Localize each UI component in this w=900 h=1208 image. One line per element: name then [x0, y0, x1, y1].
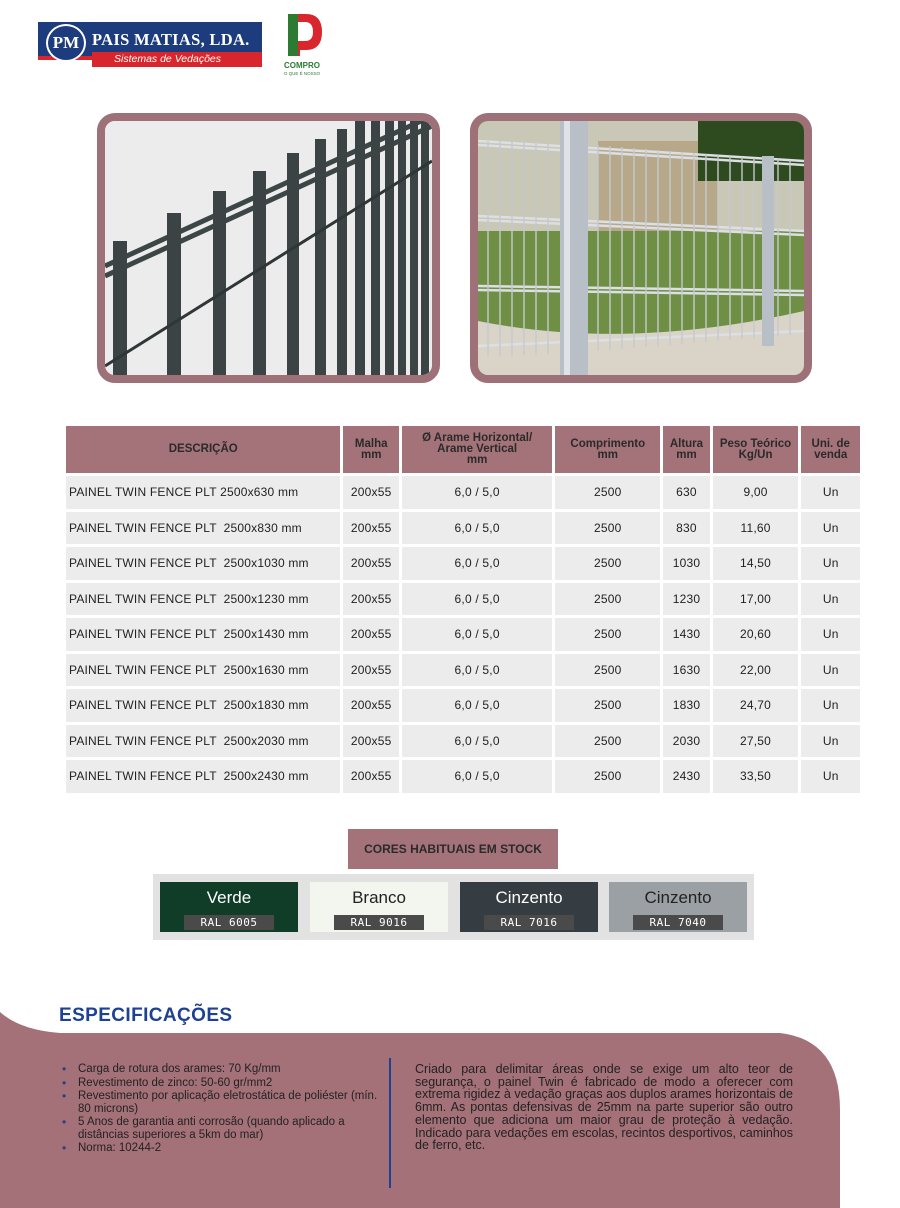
cell-description: PAINEL TWIN FENCE PLT 2500x630 mm	[66, 476, 340, 509]
installed-fence-photo	[470, 113, 812, 383]
list-item	[62, 1116, 380, 1141]
section-divider	[389, 1058, 391, 1188]
colour-swatch-grey	[609, 882, 747, 932]
cell-unit: Un	[801, 760, 860, 793]
cell-wire: 6,0 / 5,0	[402, 689, 552, 722]
cell-description: PAINEL TWIN FENCE PLT 2500x2430 mm	[66, 760, 340, 793]
cell-unit: Un	[801, 547, 860, 580]
cell-length: 2500	[555, 618, 660, 651]
cell-length: 2500	[555, 476, 660, 509]
cell-wire: 6,0 / 5,0	[402, 512, 552, 545]
bullet-icon: •	[62, 1075, 67, 1090]
product-specs-table	[63, 423, 863, 796]
cell-height: 1630	[663, 654, 709, 687]
spec-text: Revestimento de zinco: 50-60 gr/mm2	[78, 1076, 273, 1089]
cell-wire: 6,0 / 5,0	[402, 476, 552, 509]
colour-swatch-anthracite	[460, 882, 598, 932]
pais-matias-logo	[38, 22, 262, 74]
cell-mesh: 200x55	[343, 476, 399, 509]
company-tagline: Sistemas de Vedações	[92, 52, 262, 67]
cell-weight: 14,50	[713, 547, 799, 580]
colour-swatch-white	[310, 882, 448, 932]
cell-height: 1030	[663, 547, 709, 580]
cell-description: PAINEL TWIN FENCE PLT 2500x1430 mm	[66, 618, 340, 651]
cell-mesh: 200x55	[343, 547, 399, 580]
cell-mesh: 200x55	[343, 689, 399, 722]
col-header-wire-diameter: Ø Arame Horizontal/ Arame Vertical mm	[402, 426, 552, 473]
table-row	[66, 583, 860, 616]
cell-weight: 17,00	[713, 583, 799, 616]
col-header-height: Altura mm	[663, 426, 709, 473]
cell-height: 2030	[663, 725, 709, 758]
product-description: Criado para delimitar áreas onde se exige um alto teor de segurança, o painel Twin é fabricado de modo a oferecer com extrema rigidez à vedação graças aos duplos arames horizontais de 6mm. As pontas defensivas de 25mm na parte superior são outro elemento que adiciona um maior grau de proteção à vedação. Indicado para vedações em escolas, recintos desportivos, caminhos de ferro, etc.	[415, 1062, 793, 1153]
cell-unit: Un	[801, 618, 860, 651]
cell-length: 2500	[555, 512, 660, 545]
cell-length: 2500	[555, 654, 660, 687]
badge-line-2: O QUE É NOSSO	[283, 71, 321, 76]
cell-weight: 24,70	[713, 689, 799, 722]
cell-description: PAINEL TWIN FENCE PLT 2500x2030 mm	[66, 725, 340, 758]
cell-mesh: 200x55	[343, 654, 399, 687]
colour-name: Branco	[352, 888, 406, 907]
table-header-row	[66, 426, 860, 473]
cell-wire: 6,0 / 5,0	[402, 760, 552, 793]
installed-fence-image	[478, 121, 804, 375]
cell-length: 2500	[555, 689, 660, 722]
portugal-badge-icon	[280, 12, 324, 56]
company-name: PAIS MATIAS, LDA.	[92, 30, 250, 49]
spec-text: Carga de rotura dos arames: 70 Kg/mm	[78, 1063, 281, 1075]
colour-name: Cinzento	[644, 888, 712, 907]
col-header-length: Comprimento mm	[555, 426, 660, 473]
spec-text: Revestimento por aplicação eletrostática de poliéster (mín. 80 microns)	[78, 1090, 378, 1115]
monogram-emblem: PM	[46, 24, 86, 62]
cell-height: 1430	[663, 618, 709, 651]
table-row	[66, 547, 860, 580]
fence-closeup-photo	[97, 113, 440, 383]
cell-mesh: 200x55	[343, 583, 399, 616]
cell-weight: 22,00	[713, 654, 799, 687]
cell-wire: 6,0 / 5,0	[402, 725, 552, 758]
cell-unit: Un	[801, 583, 860, 616]
table-row	[66, 689, 860, 722]
colour-swatch-green	[160, 882, 298, 932]
bullet-icon: •	[62, 1115, 67, 1129]
colour-name: Verde	[206, 888, 252, 907]
cell-wire: 6,0 / 5,0	[402, 654, 552, 687]
list-item	[62, 1142, 380, 1155]
colour-name: Cinzento	[495, 888, 563, 907]
cell-weight: 9,00	[713, 476, 799, 509]
cell-length: 2500	[555, 725, 660, 758]
cell-weight: 33,50	[713, 760, 799, 793]
table-row	[66, 618, 860, 651]
table-row	[66, 760, 860, 793]
table-row	[66, 476, 860, 509]
cell-unit: Un	[801, 689, 860, 722]
colour-ral-code: RAL 7016	[484, 915, 574, 930]
cell-description: PAINEL TWIN FENCE PLT 2500x830 mm	[66, 512, 340, 545]
cell-mesh: 200x55	[343, 618, 399, 651]
cell-length: 2500	[555, 760, 660, 793]
bullet-icon: •	[62, 1141, 67, 1155]
cell-description: PAINEL TWIN FENCE PLT 2500x1030 mm	[66, 547, 340, 580]
compro-o-que-e-nosso-logo	[272, 10, 332, 76]
col-header-sale-unit: Uni. de venda	[801, 426, 860, 473]
col-header-description: DESCRIÇÃO	[66, 426, 340, 473]
cell-length: 2500	[555, 547, 660, 580]
stock-colours-title: CORES HABITUAIS EM STOCK	[348, 829, 558, 869]
col-header-weight: Peso Teórico Kg/Un	[713, 426, 799, 473]
colour-ral-code: RAL 9016	[334, 915, 424, 930]
spec-text: 5 Anos de garantia anti corrosão (quando aplicado a distâncias superiores a 5km do mar)	[78, 1116, 345, 1141]
table-row	[66, 512, 860, 545]
cell-weight: 20,60	[713, 618, 799, 651]
bullet-icon: •	[62, 1062, 67, 1076]
spec-text: Norma: 10244-2	[78, 1142, 162, 1154]
cell-length: 2500	[555, 583, 660, 616]
cell-description: PAINEL TWIN FENCE PLT 2500x1630 mm	[66, 654, 340, 687]
cell-mesh: 200x55	[343, 725, 399, 758]
cell-wire: 6,0 / 5,0	[402, 618, 552, 651]
cell-weight: 11,60	[713, 512, 799, 545]
cell-unit: Un	[801, 476, 860, 509]
cell-height: 2430	[663, 760, 709, 793]
specifications-heading: ESPECIFICAÇÕES	[59, 1005, 233, 1026]
cell-unit: Un	[801, 725, 860, 758]
fence-closeup-image	[105, 121, 432, 375]
list-item	[62, 1063, 380, 1076]
colour-swatches-panel	[153, 874, 754, 940]
cell-weight: 27,50	[713, 725, 799, 758]
cell-wire: 6,0 / 5,0	[402, 547, 552, 580]
bullet-icon: •	[62, 1089, 67, 1103]
cell-wire: 6,0 / 5,0	[402, 583, 552, 616]
table-row	[66, 725, 860, 758]
colour-ral-code: RAL 6005	[184, 915, 274, 930]
cell-mesh: 200x55	[343, 512, 399, 545]
cell-unit: Un	[801, 512, 860, 545]
cell-height: 830	[663, 512, 709, 545]
cell-mesh: 200x55	[343, 760, 399, 793]
cell-height: 1230	[663, 583, 709, 616]
cell-description: PAINEL TWIN FENCE PLT 2500x1830 mm	[66, 689, 340, 722]
cell-height: 1830	[663, 689, 709, 722]
badge-line-1: COMPRO	[284, 61, 320, 70]
table-row	[66, 654, 860, 687]
specifications-list	[62, 1063, 380, 1156]
cell-unit: Un	[801, 654, 860, 687]
colour-ral-code: RAL 7040	[633, 915, 723, 930]
list-item	[62, 1090, 380, 1115]
cell-height: 630	[663, 476, 709, 509]
cell-description: PAINEL TWIN FENCE PLT 2500x1230 mm	[66, 583, 340, 616]
col-header-mesh: Malha mm	[343, 426, 399, 473]
list-item	[62, 1077, 380, 1090]
